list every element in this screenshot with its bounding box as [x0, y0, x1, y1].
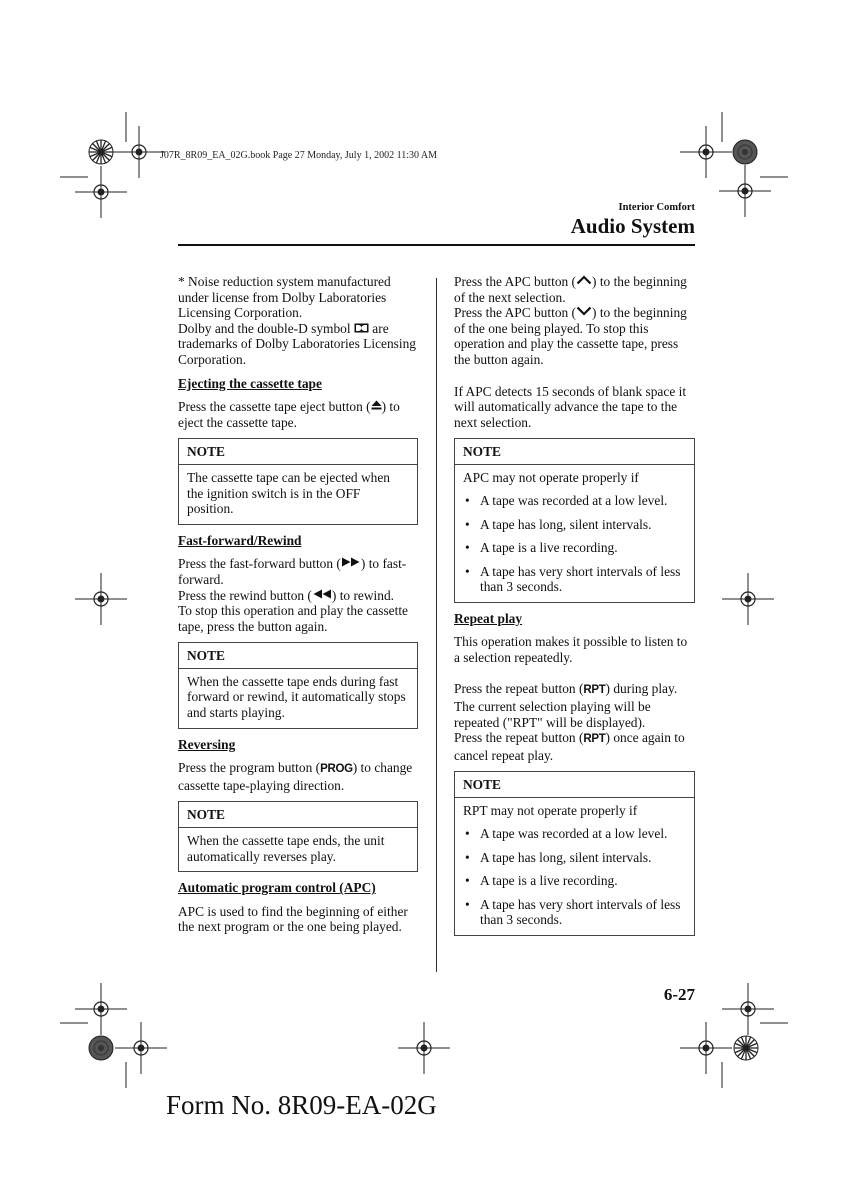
dolby-double-d-icon — [354, 321, 369, 337]
note-box-apc — [454, 438, 695, 602]
fast-forward-icon — [341, 556, 361, 572]
crosshair-mark-top-left — [113, 126, 165, 178]
eject-icon — [371, 399, 382, 415]
note-body: The cassette tape can be ejected when the ignition switch is in the OFF position. — [187, 469, 390, 517]
note-list — [463, 826, 686, 927]
right-column — [454, 274, 695, 936]
note-title: NOTE — [179, 439, 417, 465]
crosshair-mark-bottom-center — [398, 1022, 450, 1074]
crosshair-mark-bottom-right — [680, 1022, 732, 1074]
crosshair-mark-bottom-right-upper — [722, 983, 774, 1035]
note-title: NOTE — [179, 802, 417, 828]
note-box-repeat — [454, 771, 695, 935]
list-item: • A tape has long, silent intervals. — [463, 517, 686, 533]
form-number: Form No. 8R09-EA-02G — [166, 1090, 437, 1120]
list-item: • A tape has long, silent intervals. — [463, 850, 686, 866]
crosshair-mark-bottom-left — [115, 1022, 167, 1074]
dark-disc-mark-top-right — [733, 140, 757, 164]
crosshair-mark-middle-right — [722, 573, 774, 625]
note-body — [455, 798, 694, 935]
note-list — [463, 493, 686, 594]
apc-up-icon — [576, 274, 592, 290]
ejecting-text: Press the cassette tape eject button ( ) to eject the cassette tape. — [178, 399, 400, 430]
dolby-trademark: Dolby and the double-D symbol are trademarks of Dolby Laboratories Licensing Corporation. — [178, 320, 416, 367]
apc-blank-text: If APC detects 15 seconds of blank space it will automatically advance the tape to the next selection. — [454, 383, 687, 430]
note-title: NOTE — [455, 772, 694, 798]
note-body: When the cassette tape ends during fast forward or rewind, it automatically stops and starts playing. — [187, 673, 406, 721]
list-item: • A tape is a live recording. — [463, 873, 686, 889]
dolby-footnote: * Noise reduction system manufactured under license from Dolby Laboratories Licensing Corporation. — [178, 274, 391, 321]
list-item: • A tape is a live recording. — [463, 540, 686, 556]
note-box-ejecting — [178, 438, 418, 524]
print-header: J07R_8R09_EA_02G.book Page 27 Monday, July 1, 2002 11:30 AM — [160, 150, 438, 161]
note-lead: RPT may not operate properly if — [463, 803, 638, 819]
section-label: Interior Comfort — [618, 202, 695, 213]
starburst-mark-top-left — [89, 140, 113, 164]
rewind-text: Press the rewind button ( ) to rewind. — [178, 587, 394, 603]
list-item: • A tape has very short intervals of less than 3 seconds. — [463, 897, 686, 928]
crosshair-mark-top-right-lower — [719, 165, 771, 217]
fast-forward-heading: Fast-forward/Rewind — [178, 532, 302, 548]
note-body: When the cassette tape ends, the unit automatically reverses play. — [187, 833, 385, 864]
apc-current-text: Press the APC button ( ) to the beginning of the one being played. To stop this operation and play the cassette tape, press the button again. — [454, 305, 687, 367]
apc-next-text: Press the APC button ( ) to the beginning of the next selection. — [454, 274, 687, 305]
crosshair-mark-top-left-lower — [75, 166, 127, 218]
reversing-text: Press the program button (PROG) to change cassette tape-playing direction. — [178, 760, 413, 793]
apc-down-icon — [576, 305, 592, 321]
rewind-icon — [312, 588, 332, 604]
page-number: 6-27 — [663, 985, 695, 1004]
column-divider — [436, 278, 437, 972]
crosshair-mark-top-right — [680, 126, 732, 178]
repeat-text: Press the repeat button (RPT) during play. The current selection playing will be repeated ("RPT" will be displayed). — [454, 681, 678, 730]
note-box-reversing — [178, 801, 418, 872]
crosshair-mark-bottom-left-upper — [75, 983, 127, 1035]
note-title: NOTE — [455, 439, 694, 465]
left-column — [178, 274, 418, 935]
note-title: NOTE — [179, 643, 417, 669]
starburst-mark-bottom-right — [734, 1036, 758, 1060]
list-item: • A tape was recorded at a low level. — [463, 493, 686, 509]
prog-button-label: PROG — [320, 763, 353, 776]
list-item: • A tape has very short intervals of less than 3 seconds. — [463, 564, 686, 595]
title-rule — [178, 244, 695, 246]
crosshair-mark-middle-left — [75, 573, 127, 625]
note-body — [455, 465, 694, 602]
reversing-heading: Reversing — [178, 736, 236, 752]
repeat-cancel-text: Press the repeat button (RPT) once again to cancel repeat play. — [454, 730, 685, 763]
apc-text: APC is used to find the beginning of either the next program or the one being played. — [178, 903, 408, 935]
note-lead: APC may not operate properly if — [463, 469, 639, 485]
note-box-fast-forward — [178, 642, 418, 728]
stop-text: To stop this operation and play the cassette tape, press the button again. — [178, 603, 408, 634]
dark-disc-mark-bottom-left — [89, 1036, 113, 1060]
apc-heading: Automatic program control (APC) — [178, 880, 376, 896]
fast-forward-text: Press the fast-forward button ( ) to fast-forward. — [178, 556, 407, 587]
rpt-button-label: RPT — [583, 733, 606, 746]
repeat-heading: Repeat play — [454, 610, 523, 626]
list-item: • A tape was recorded at a low level. — [463, 826, 686, 842]
ejecting-heading: Ejecting the cassette tape — [178, 375, 322, 391]
page-title: Audio System — [570, 214, 695, 238]
repeat-intro: This operation makes it possible to listen to a selection repeatedly. — [454, 634, 688, 665]
rpt-button-label: RPT — [583, 684, 606, 697]
